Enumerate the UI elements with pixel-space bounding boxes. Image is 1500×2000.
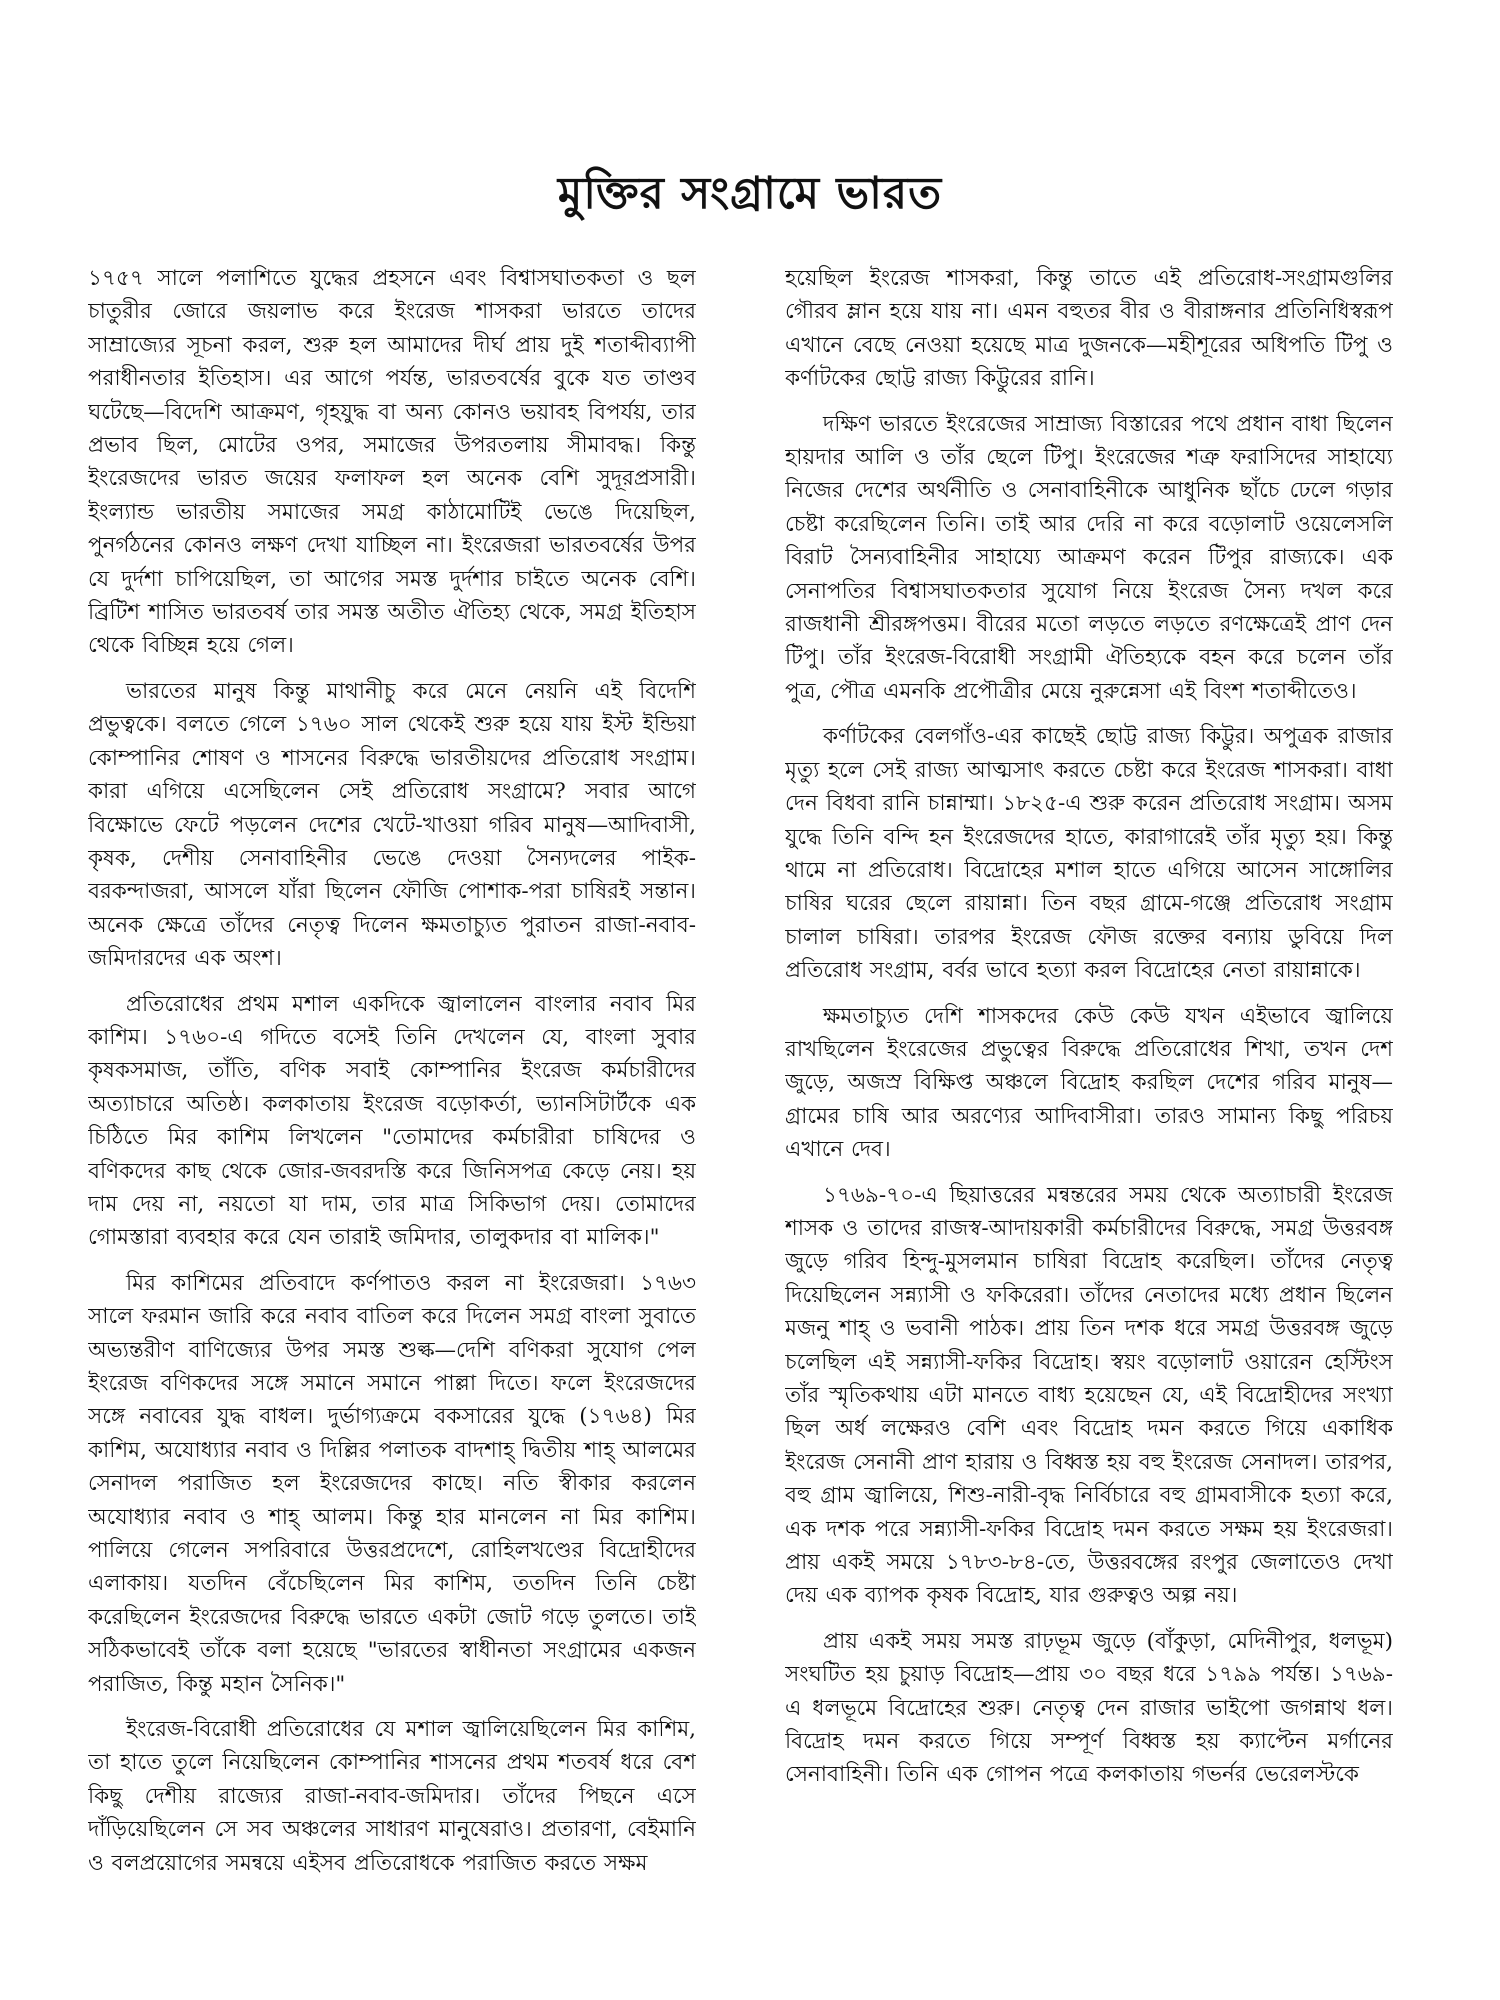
right-column [785,262,1393,1962]
paragraph: ভারতের মানুষ কিন্তু মাথানীচু করে মেনে নেয়নি এই বিদেশি প্রভুত্বকে। বলতে গেলে ১৭৬০ সাল থেকেই শুরু হয়ে যায় ইস্ট ইন্ডিয়া কোম্পানির শোষণ ও শাসনের বিরুদ্ধে ভারতীয়দের প্রতিরোধ সংগ্রাম। কারা এগিয়ে এসেছিলেন সেই প্রতিরোধ সংগ্রামে? সবার আগে বিক্ষোভে ফেটে পড়লেন দেশের খেটে-খাওয়া গরিব মানুষ—আদিবাসী, কৃষক, দেশীয় সেনাবাহিনীর ভেঙে দেওয়া সৈন্যদলের পাইক-বরকন্দাজরা, আসলে যাঁরা ছিলেন ফৌজি পোশাক-পরা চাষিরই সন্তান। অনেক ক্ষেত্রে তাঁদের নেতৃত্ব দিলেন ক্ষমতাচ্যুত পুরাতন রাজা-নবাব-জমিদারদের এক অংশ। [88,678,696,972]
paragraph: প্রায় একই সময় সমস্ত রাঢ়ভূম জুড়ে (বাঁকুড়া, মেদিনীপুর, ধলভূম) সংঘটিত হয় চুয়াড় বিদ্রোহ—প্রায় ৩০ বছর ধরে ১৭৯৯ পর্যন্ত। ১৭৬৯-এ ধলভূমে বিদ্রোহের শুরু। নেতৃত্ব দেন রাজার ভাইপো জগন্নাথ ধল। বিদ্রোহ দমন করতে গিয়ে সম্পূর্ণ বিধ্বস্ত হয় ক্যাপ্টেন মর্গানের সেনাবাহিনী। তিনি এক গোপন পত্রে কলকাতায় গভর্নর ভেরেলস্টকে [785,1628,1393,1788]
left-column [88,262,696,1962]
paragraph: ১৭৫৭ সালে পলাশিতে যুদ্ধের প্রহসনে এবং বিশ্বাসঘাতকতা ও ছল চাতুরীর জোরে জয়লাভ করে ইংরেজ শাসকরা ভারতে তাদের সাম্রাজ্যের সূচনা করল, শুরু হল আমাদের দীর্ঘ প্রায় দুই শতাব্দীব্যাপী পরাধীনতার ইতিহাস। এর আগে পর্যন্ত, ভারতবর্ষের বুকে যত তাণ্ডব ঘটেছে—বিদেশি আক্রমণ, গৃহযুদ্ধ বা অন্য কোনও ভয়াবহ বিপর্যয়, তার প্রভাব ছিল, মোটের ওপর, সমাজের উপরতলায় সীমাবদ্ধ। কিন্তু ইংরেজদের ভারত জয়ের ফলাফল হল অনেক বেশি সুদূরপ্রসারী। ইংল্যান্ড ভারতীয় সমাজের সমগ্র কাঠামোটিই ভেঙে দিয়েছিল, পুনর্গঠনের কোনও লক্ষণ দেখা যাচ্ছিল না। ইংরেজরা ভারতবর্ষের উপর যে দুর্দশা চাপিয়েছিল, তা আগের সমস্ত দুর্দশার চাইতে অনেক বেশি। ব্রিটিশ শাসিত ভারতবর্ষ তার সমস্ত অতীত ঐতিহ্য থেকে, সমগ্র ইতিহাস থেকে বিচ্ছিন্ন হয়ে গেল। [88,266,696,659]
paragraph: মির কাশিমের প্রতিবাদে কর্ণপাতও করল না ইংরেজরা। ১৭৬৩ সালে ফরমান জারি করে নবাব বাতিল করে দিলেন সমগ্র বাংলা সুবাতে অভ্যন্তরীণ বাণিজ্যের উপর সমস্ত শুল্ক—দেশি বণিকরা সুযোগ পেল ইংরেজ বণিকদের সঙ্গে সমানে সমানে পাল্লা দিতে। ফলে ইংরেজদের সঙ্গে নবাবের যুদ্ধ বাধল। দুর্ভাগ্যক্রমে বকসারের যুদ্ধে (১৭৬৪) মির কাশিম, অযোধ্যার নবাব ও দিল্লির পলাতক বাদশাহ্ দ্বিতীয় শাহ্ আলমের সেনাদল পরাজিত হল ইংরেজদের কাছে। নতি স্বীকার করলেন অযোধ্যার নবাব ও শাহ্ আলম। কিন্তু হার মানলেন না মির কাশিম। পালিয়ে গেলেন সপরিবারে উত্তরপ্রদেশে, রোহিলখণ্ডের বিদ্রোহীদের এলাকায়। যতদিন বেঁচেছিলেন মির কাশিম, ততদিন তিনি চেষ্টা করেছিলেন ইংরেজদের বিরুদ্ধে ভারতে একটা জোট গড়ে তুলতে। তাই সঠিকভাবেই তাঁকে বলা হয়েছে "ভারতের স্বাধীনতা সংগ্রামের একজন পরাজিত, কিন্তু মহান সৈনিক।" [88,1270,696,1697]
paragraph: কর্ণাটকের বেলগাঁও-এর কাছেই ছোট্ট রাজ্য কিট্টুর। অপুত্রক রাজার মৃত্যু হলে সেই রাজ্য আত্মসাৎ করতে চেষ্টা করে ইংরেজ শাসকরা। বাধা দেন বিধবা রানি চান্নাম্মা। ১৮২৫-এ শুরু করেন প্রতিরোধ সংগ্রাম। অসম যুদ্ধে তিনি বন্দি হন ইংরেজদের হাতে, কারাগারেই তাঁর মৃত্যু হয়। কিন্তু থামে না প্রতিরোধ। বিদ্রোহের মশাল হাতে এগিয়ে আসেন সাঙ্গোলির চাষির ঘরের ছেলে রায়ান্না। তিন বছর গ্রামে-গঞ্জে প্রতিরোধ সংগ্রাম চালাল চাষিরা। তারপর ইংরেজ ফৌজ রক্তের বন্যায় ডুবিয়ে দিল প্রতিরোধ সংগ্রাম, বর্বর ভাবে হত্যা করল বিদ্রোহের নেতা রায়ান্নাকে। [785,724,1393,984]
paragraph: ক্ষমতাচ্যুত দেশি শাসকদের কেউ কেউ যখন এইভাবে জ্বালিয়ে রাখছিলেন ইংরেজের প্রভুত্বের বিরুদ্ধে প্রতিরোধের শিখা, তখন দেশ জুড়ে, অজস্র বিক্ষিপ্ত অঞ্চলে বিদ্রোহ করছিল দেশের গরিব মানুষ—গ্রামের চাষি আর অরণ্যের আদিবাসীরা। তারও সামান্য কিছু পরিচয় এখানে দেব। [785,1003,1393,1163]
paragraph: দক্ষিণ ভারতে ইংরেজের সাম্রাজ্য বিস্তারের পথে প্রধান বাধা ছিলেন হায়দার আলি ও তাঁর ছেলে টিপু। ইংরেজের শত্রু ফরাসিদের সাহায্যে নিজের দেশের অর্থনীতি ও সেনাবাহিনীকে আধুনিক ছাঁচে ঢেলে গড়ার চেষ্টা করেছিলেন তিনি। তাই আর দেরি না করে বড়োলাট ওয়েলেসলি বিরাট সৈন্যবাহিনীর সাহায্যে আক্রমণ করেন টিপুর রাজ্যকে। এক সেনাপতির বিশ্বাসঘাতকতার সুযোগ নিয়ে ইংরেজ সৈন্য দখল করে রাজধানী শ্রীরঙ্গপত্তম। বীরের মতো লড়তে লড়তে রণক্ষেত্রেই প্রাণ দেন টিপু। তাঁর ইংরেজ-বিরোধী সংগ্রামী ঐতিহ্যকে বহন করে চলেন তাঁর পুত্র, পৌত্র এমনকি প্রপৌত্রীর মেয়ে নুরুন্নেসা এই বিংশ শতাব্দীতেও। [785,411,1393,704]
paragraph: হয়েছিল ইংরেজ শাসকরা, কিন্তু তাতে এই প্রতিরোধ-সংগ্রামগুলির গৌরব ম্লান হয়ে যায় না। এমন বহুতর বীর ও বীরাঙ্গনার প্রতিনিধিস্বরূপ এখানে বেছে নেওয়া হয়েছে মাত্র দুজনকে—মহীশূরের অধিপতি টিপু ও কর্ণাটকের ছোট্ট রাজ্য কিট্টুরের রানি। [785,266,1393,392]
paragraph: ১৭৬৯-৭০-এ ছিয়াত্তরের মন্বন্তরের সময় থেকে অত্যাচারী ইংরেজ শাসক ও তাদের রাজস্ব-আদায়কারী কর্মচারীদের বিরুদ্ধে, সমগ্র উত্তরবঙ্গ জুড়ে গরিব হিন্দু-মুসলমান চাষিরা বিদ্রোহ করেছিল। তাঁদের নেতৃত্ব দিয়েছিলেন সন্ন্যাসী ও ফকিরেরা। তাঁদের নেতাদের মধ্যে প্রধান ছিলেন মজনু শাহ্ ও ভবানী পাঠক। প্রায় তিন দশক ধরে সমগ্র উত্তরবঙ্গ জুড়ে চলেছিল এই সন্ন্যাসী-ফকির বিদ্রোহ। স্বয়ং বড়োলাট ওয়ারেন হেস্টিংস তাঁর স্মৃতিকথায় এটা মানতে বাধ্য হয়েছেন যে, এই বিদ্রোহীদের সংখ্যা ছিল অর্ধ লক্ষেরও বেশি এবং বিদ্রোহ দমন করতে গিয়ে একাধিক ইংরেজ সেনানী প্রাণ হারায় ও বিধ্বস্ত হয় বহু ইংরেজ সেনাদল। তারপর, বহু গ্রাম জ্বালিয়ে, শিশু-নারী-বৃদ্ধ নির্বিচারে বহু গ্রামবাসীকে হত্যা করে, এক দশক পরে সন্ন্যাসী-ফকির বিদ্রোহ দমন করতে সক্ষম হয় ইংরেজরা। প্রায় একই সময়ে ১৭৮৩-৮৪-তে, উত্তরবঙ্গের রংপুর জেলাতেও দেখা দেয় এক ব্যাপক কৃষক বিদ্রোহ, যার গুরুত্বও অল্প নয়। [785,1182,1393,1609]
paragraph: ইংরেজ-বিরোধী প্রতিরোধের যে মশাল জ্বালিয়েছিলেন মির কাশিম, তা হাতে তুলে নিয়েছিলেন কোম্পানির শাসনের প্রথম শতবর্ষ ধরে বেশ কিছু দেশীয় রাজ্যের রাজা-নবাব-জমিদার। তাঁদের পিছনে এসে দাঁড়িয়েছিলেন সে সব অঞ্চলের সাধারণ মানুষেরাও। প্রতারণা, বেইমানি ও বলপ্রয়োগের সমন্বয়ে এইসব প্রতিরোধকে পরাজিত করতে সক্ষম [88,1717,696,1876]
paragraph: প্রতিরোধের প্রথম মশাল একদিকে জ্বালালেন বাংলার নবাব মির কাশিম। ১৭৬০-এ গদিতে বসেই তিনি দেখলেন যে, বাংলা সুবার কৃষকসমাজ, তাঁতি, বণিক সবাই কোম্পানির ইংরেজ কর্মচারীদের অত্যাচারে অতিষ্ঠ। কলকাতায় ইংরেজ বড়োকর্তা, ভ্যানসিটার্টকে এক চিঠিতে মির কাশিম লিখলেন "তোমাদের কর্মচারীরা চাষিদের ও বণিকদের কাছ থেকে জোর-জবরদস্তি করে জিনিসপত্র কেড়ে নেয়। হয় দাম দেয় না, নয়তো যা দাম, তার মাত্র সিকিভাগ দেয়। তোমাদের গোমস্তারা ব্যবহার করে যেন তারাই জমিদার, তালুকদার বা মালিক।" [88,991,696,1251]
page-title: মুক্তির সংগ্রামে ভারত [557,168,943,219]
